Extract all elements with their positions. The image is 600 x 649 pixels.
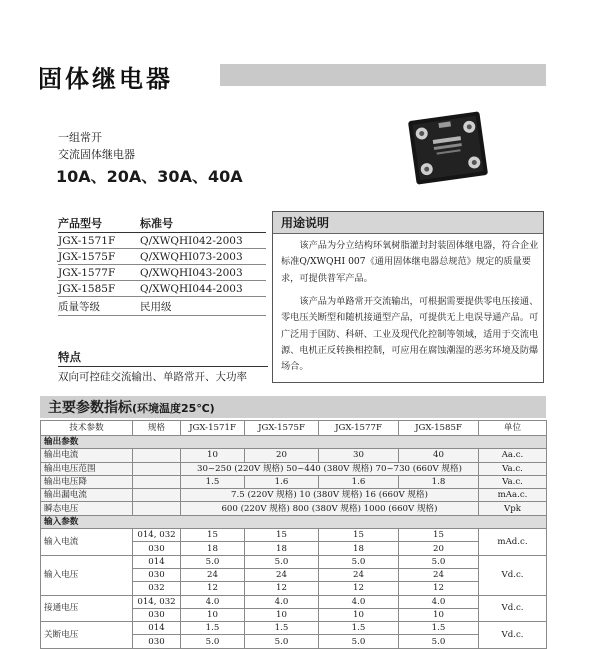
col-1575f: JGX-1575F bbox=[245, 421, 319, 436]
value-cell: 15 bbox=[245, 529, 319, 542]
value-span: 7.5 (220V 规格) 10 (380V 规格) 16 (660V 规格) bbox=[181, 489, 479, 502]
param-name: 瞬态电压 bbox=[41, 502, 133, 515]
spec-cell: 014, 032 bbox=[133, 529, 181, 542]
value-cell: 5.0 bbox=[181, 555, 245, 568]
value-cell: 4.0 bbox=[181, 595, 245, 608]
value-cell: 24 bbox=[319, 568, 399, 581]
param-name: 输出电压降 bbox=[41, 475, 133, 488]
value-cell: 18 bbox=[319, 542, 399, 555]
table-row bbox=[41, 622, 547, 635]
params-condition: (环境温度25℃) bbox=[132, 402, 215, 415]
model-table-header bbox=[58, 214, 266, 233]
quality-label: 质量等级 bbox=[58, 297, 140, 316]
value-cell: 4.0 bbox=[319, 595, 399, 608]
spec-cell: 030 bbox=[133, 608, 181, 621]
value-cell: 5.0 bbox=[319, 635, 399, 648]
value-cell: 24 bbox=[245, 568, 319, 581]
value-cell: 12 bbox=[399, 582, 479, 595]
value-cell: 5.0 bbox=[399, 555, 479, 568]
usage-title: 用途说明 bbox=[281, 216, 330, 230]
table-row bbox=[58, 265, 266, 281]
value-cell: 15 bbox=[181, 529, 245, 542]
page-title: 固体继电器 bbox=[38, 65, 173, 93]
value-cell: 10 bbox=[399, 608, 479, 621]
table-row bbox=[41, 529, 547, 542]
usage-paragraph-2: 该产品为单路常开交流输出，可根据需要提供零电压接通、零电压关断型和随机接通型产品，可提供无上电误导通产品。可广泛用于国防、科研、工业及现代化控制等领域，适用于交流电源、电机正反转换相控制，可应用在腐蚀潮湿的恶劣环境及防爆场合。 bbox=[281, 296, 539, 373]
value-cell: 5.0 bbox=[245, 635, 319, 648]
value-span: 30~250 (220V 规格) 50~440 (380V 规格) 70~730 (660V 规格) bbox=[181, 462, 479, 475]
value-cell: 18 bbox=[245, 542, 319, 555]
table-row bbox=[41, 595, 547, 608]
value-cell: 1.5 bbox=[319, 622, 399, 635]
table-row bbox=[41, 502, 547, 515]
quality-value: 民用级 bbox=[140, 297, 266, 316]
model-cell: JGX-1585F bbox=[58, 281, 140, 297]
col-standard: 标准号 bbox=[140, 214, 266, 233]
value-cell: 40 bbox=[399, 449, 479, 462]
param-name: 输出电压范围 bbox=[41, 462, 133, 475]
spec-cell: 032 bbox=[133, 582, 181, 595]
unit-cell: mAd.c. bbox=[479, 529, 547, 556]
subtitle-contact: 一组常开 bbox=[58, 131, 102, 144]
spec-cell: 030 bbox=[133, 542, 181, 555]
col-1577f: JGX-1577F bbox=[319, 421, 399, 436]
params-title-text: 主要参数指标 bbox=[48, 400, 132, 416]
value-cell: 12 bbox=[181, 582, 245, 595]
value-cell: 5.0 bbox=[319, 555, 399, 568]
standard-cell: Q/XWQHI073-2003 bbox=[140, 249, 266, 265]
value-cell: 20 bbox=[245, 449, 319, 462]
spec-cell: 014 bbox=[133, 622, 181, 635]
value-cell: 15 bbox=[319, 529, 399, 542]
current-ratings: 10A、20A、30A、40A bbox=[56, 167, 243, 186]
table-row bbox=[41, 555, 547, 568]
col-spec: 规格 bbox=[133, 421, 181, 436]
value-cell: 24 bbox=[181, 568, 245, 581]
unit-cell: Vpk bbox=[479, 502, 547, 515]
table-row bbox=[58, 249, 266, 265]
standard-cell: Q/XWQHI042-2003 bbox=[140, 233, 266, 249]
unit-cell: Va.c. bbox=[479, 462, 547, 475]
group-row-output bbox=[41, 436, 547, 449]
group-row-input bbox=[41, 515, 547, 528]
value-cell: 24 bbox=[399, 568, 479, 581]
unit-cell: Vd.c. bbox=[479, 555, 547, 595]
value-cell: 15 bbox=[399, 529, 479, 542]
value-cell: 1.5 bbox=[181, 622, 245, 635]
value-cell: 12 bbox=[319, 582, 399, 595]
value-cell: 1.6 bbox=[245, 475, 319, 488]
value-span: 600 (220V 规格) 800 (380V 规格) 1000 (660V 规格) bbox=[181, 502, 479, 515]
unit-cell: mAa.c. bbox=[479, 489, 547, 502]
unit-cell: Vd.c. bbox=[479, 595, 547, 622]
table-row bbox=[41, 489, 547, 502]
model-standard-table bbox=[58, 214, 266, 316]
value-cell: 10 bbox=[319, 608, 399, 621]
col-unit: 单位 bbox=[479, 421, 547, 436]
spec-cell: 030 bbox=[133, 635, 181, 648]
param-name: 输出电流 bbox=[41, 449, 133, 462]
table-row bbox=[41, 475, 547, 488]
param-name: 关断电压 bbox=[41, 622, 133, 649]
value-cell: 30 bbox=[319, 449, 399, 462]
value-cell: 1.5 bbox=[399, 622, 479, 635]
table-row bbox=[58, 233, 266, 249]
value-cell: 4.0 bbox=[245, 595, 319, 608]
features-text: 双向可控硅交流输出、单路常开、大功率 bbox=[58, 371, 247, 383]
table-row bbox=[58, 281, 266, 297]
model-cell: JGX-1575F bbox=[58, 249, 140, 265]
model-cell: JGX-1571F bbox=[58, 233, 140, 249]
col-1585f: JGX-1585F bbox=[399, 421, 479, 436]
col-parameter: 技术参数 bbox=[41, 421, 133, 436]
usage-box bbox=[272, 211, 544, 383]
value-cell: 18 bbox=[181, 542, 245, 555]
params-header-row bbox=[41, 421, 547, 436]
value-cell: 1.5 bbox=[245, 622, 319, 635]
value-cell: 20 bbox=[399, 542, 479, 555]
value-cell: 12 bbox=[245, 582, 319, 595]
group-label: 输入参数 bbox=[41, 515, 547, 528]
parameters-table bbox=[40, 420, 547, 649]
value-cell: 10 bbox=[245, 608, 319, 621]
table-row bbox=[58, 297, 266, 316]
param-name: 输入电压 bbox=[41, 555, 133, 595]
value-cell: 4.0 bbox=[399, 595, 479, 608]
title-band bbox=[220, 64, 546, 86]
table-row bbox=[41, 462, 547, 475]
spec-cell: 014 bbox=[133, 555, 181, 568]
col-model: 产品型号 bbox=[58, 214, 140, 233]
value-cell: 5.0 bbox=[181, 635, 245, 648]
value-cell: 5.0 bbox=[245, 555, 319, 568]
params-title bbox=[48, 397, 215, 417]
unit-cell: Vd.c. bbox=[479, 622, 547, 649]
value-cell: 10 bbox=[181, 449, 245, 462]
subtitle-type: 交流固体继电器 bbox=[58, 148, 135, 161]
standard-cell: Q/XWQHI044-2003 bbox=[140, 281, 266, 297]
value-cell: 10 bbox=[181, 608, 245, 621]
model-cell: JGX-1577F bbox=[58, 265, 140, 281]
param-name: 输出漏电流 bbox=[41, 489, 133, 502]
unit-cell: Aa.c. bbox=[479, 449, 547, 462]
usage-paragraph-1: 该产品为分立结构环氧树脂灌封封装固体继电器，符合企业标准Q/XWQHI 007《通用固体继电器总规范》规定的质量要求，可提供普军产品。 bbox=[281, 240, 539, 284]
table-row bbox=[41, 449, 547, 462]
relay-product-image bbox=[406, 108, 490, 188]
usage-header bbox=[273, 212, 543, 234]
features-divider bbox=[58, 366, 268, 367]
spec-cell: 030 bbox=[133, 568, 181, 581]
unit-cell: Va.c. bbox=[479, 475, 547, 488]
value-cell: 1.6 bbox=[319, 475, 399, 488]
group-label: 输出参数 bbox=[41, 436, 547, 449]
value-cell: 5.0 bbox=[399, 635, 479, 648]
param-name: 输入电流 bbox=[41, 529, 133, 556]
features-heading: 特点 bbox=[58, 350, 81, 364]
value-cell: 1.8 bbox=[399, 475, 479, 488]
value-cell: 1.5 bbox=[181, 475, 245, 488]
standard-cell: Q/XWQHI043-2003 bbox=[140, 265, 266, 281]
param-name: 接通电压 bbox=[41, 595, 133, 622]
col-1571f: JGX-1571F bbox=[181, 421, 245, 436]
spec-cell: 014, 032 bbox=[133, 595, 181, 608]
